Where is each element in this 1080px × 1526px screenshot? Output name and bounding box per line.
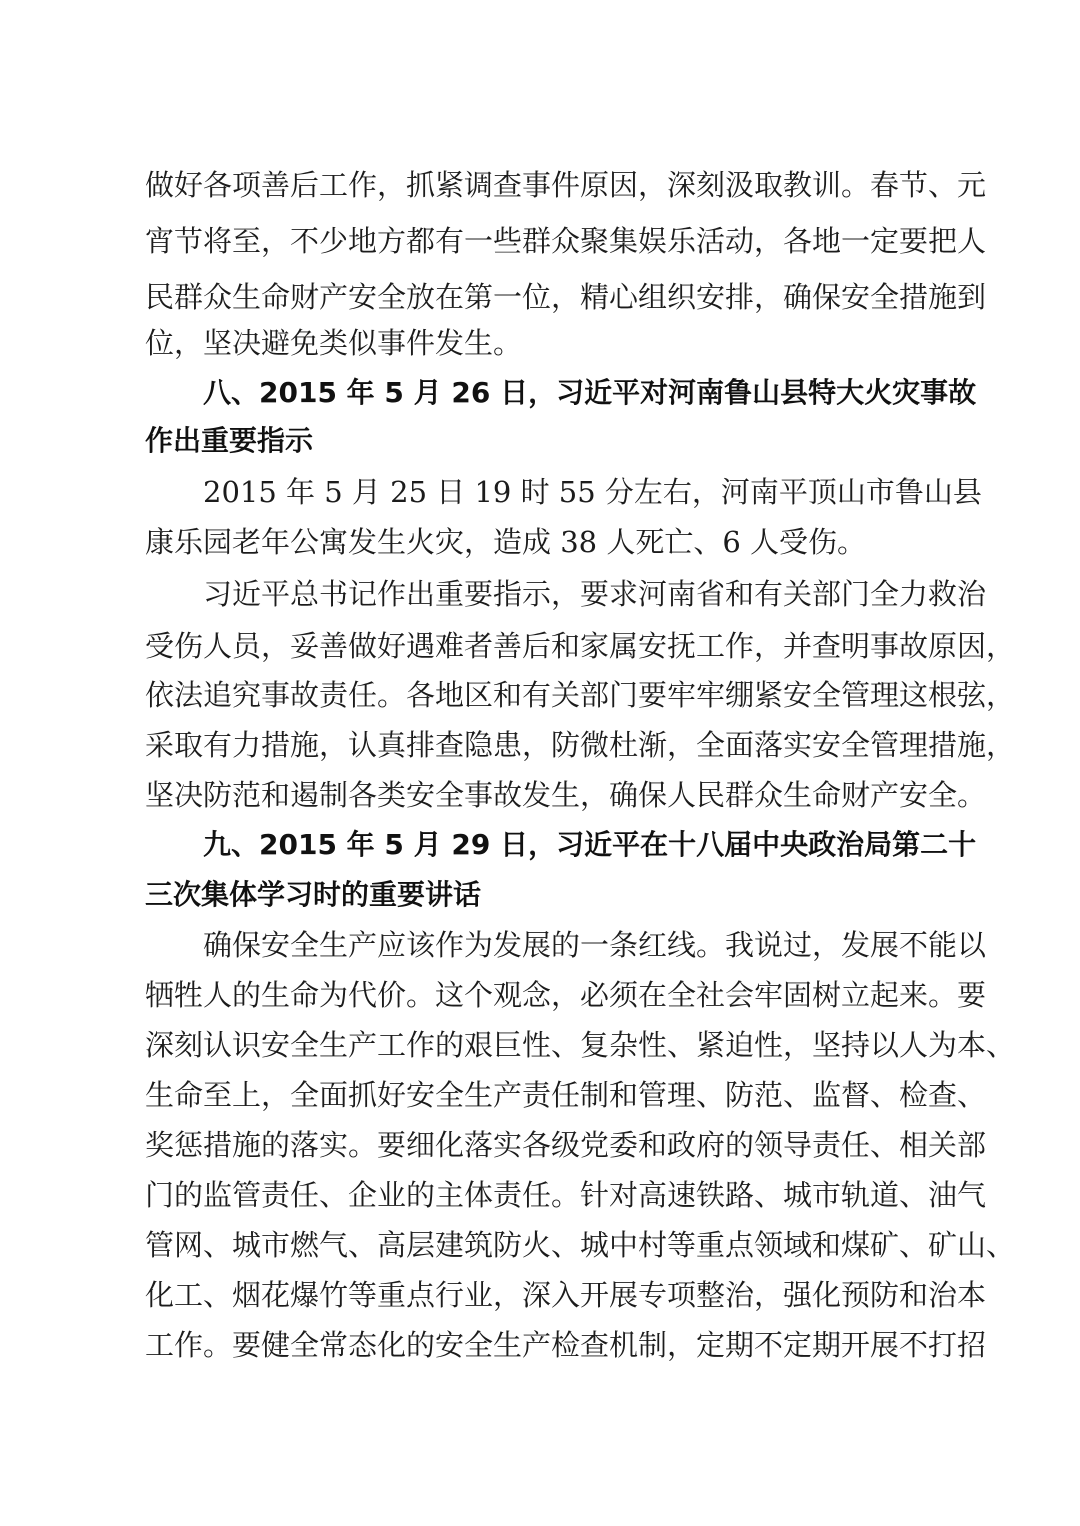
paragraph-line: 2015 年 5 月 25 日 19 时 55 分左右，河南平顶山市鲁山县 <box>203 475 982 509</box>
section-heading-8-continued: 作出重要指示 <box>145 424 314 457</box>
paragraph-line: 奖惩措施的落实。要细化落实各级党委和政府的领导责任、相关部 <box>145 1128 987 1162</box>
paragraph-line: 坚决防范和遏制各类安全事故发生，确保人民群众生命财产安全。 <box>145 778 987 812</box>
paragraph-line: 生命至上，全面抓好安全生产责任制和管理、防范、监督、检查、 <box>145 1078 987 1112</box>
paragraph-line: 工作。要健全常态化的安全生产检查机制，定期不定期开展不打招 <box>145 1328 987 1362</box>
paragraph-line: 管网、城市燃气、高层建筑防火、城中村等重点领域和煤矿、矿山、 <box>145 1228 1016 1262</box>
paragraph-line: 化工、烟花爆竹等重点行业，深入开展专项整治，强化预防和治本 <box>145 1278 987 1312</box>
section-heading-9: 九、2015 年 5 月 29 日，习近平在十八届中央政治局第二十 <box>203 828 977 861</box>
section-heading-8: 八、2015 年 5 月 26 日，习近平对河南鲁山县特大火灾事故 <box>203 376 977 409</box>
paragraph-line: 深刻认识安全生产工作的艰巨性、复杂性、紧迫性，坚持以人为本、 <box>145 1028 1016 1062</box>
paragraph-line: 习近平总书记作出重要指示，要求河南省和有关部门全力救治 <box>203 577 987 611</box>
paragraph-line: 依法追究事故责任。各地区和有关部门要牢牢绷紧安全管理这根弦， <box>145 678 1016 712</box>
paragraph-line: 宵节将至，不少地方都有一些群众聚集娱乐活动，各地一定要把人 <box>145 224 987 258</box>
paragraph-line: 位，坚决避免类似事件发生。 <box>145 326 523 360</box>
paragraph-line: 做好各项善后工作，抓紧调查事件原因，深刻汲取教训。春节、元 <box>145 168 987 202</box>
paragraph-line: 民群众生命财产安全放在第一位，精心组织安排，确保安全措施到 <box>145 280 987 314</box>
paragraph-line: 门的监管责任、企业的主体责任。针对高速铁路、城市轨道、油气 <box>145 1178 987 1212</box>
paragraph-line: 确保安全生产应该作为发展的一条红线。我说过，发展不能以 <box>203 928 987 962</box>
paragraph-line: 采取有力措施，认真排查隐患，防微杜渐，全面落实安全管理措施， <box>145 728 1016 762</box>
paragraph-line: 受伤人员，妥善做好遇难者善后和家属安抚工作，并查明事故原因， <box>145 629 1016 663</box>
paragraph-line: 康乐园老年公寓发生火灾，造成 38 人死亡、6 人受伤。 <box>145 525 867 559</box>
section-heading-9-continued: 三次集体学习时的重要讲话 <box>145 878 482 911</box>
paragraph-line: 牺牲人的生命为代价。这个观念，必须在全社会牢固树立起来。要 <box>145 978 987 1012</box>
